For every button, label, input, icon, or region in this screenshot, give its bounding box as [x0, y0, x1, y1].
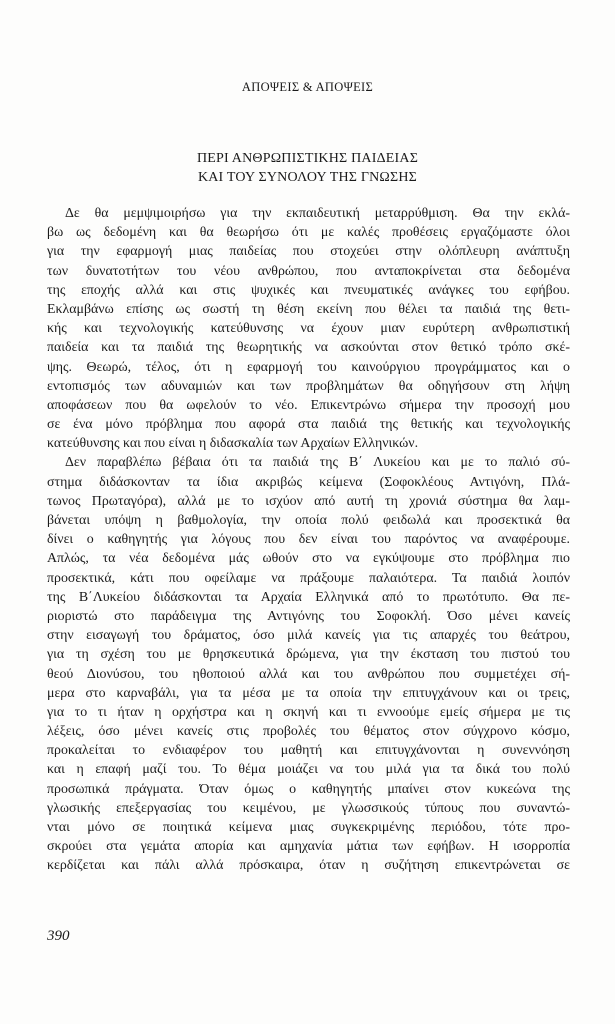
text-line: εντοπισμός των αδυναμιών και των προβλημάτων θα οδηγήσουν στη λήψη: [47, 378, 570, 394]
text-line: ψης. Θεωρώ, τέλος, ότι η εφαρμογή του καινούργιου προγράμματος και ο: [47, 359, 570, 375]
text-line: της εποχής αλλά και στις ψυχικές και πνευματικές ανάγκες του εφήβου.: [47, 282, 570, 298]
text-line: κερδίζεται και πάλι αλλά πρόσκαιρα, όταν η συζήτηση επικεντρώνεται σε: [47, 858, 570, 874]
text-line: στην εισαγωγή του δράματος, όσο μιλά κανείς για τις απαρχές του θεάτρου,: [47, 628, 570, 644]
text-line: για τη σχέση του με θρησκευτικά δρώμενα, για την έκσταση του πιστού του: [47, 647, 570, 663]
text-line: βω ως δεδομένη και θα θεωρήσω ότι με καλές προθέσεις εργαζόμαστε όλοι: [47, 225, 570, 241]
text-line: για το τι ήταν η ορχήστρα και η σκηνή και τι εννοούμε εμείς σήμερα με τις: [47, 704, 570, 720]
text-line: παιδεία και τα παιδιά της θεωρητικής να ασκούνται στον θετικό τρόπο σκέ-: [47, 340, 570, 356]
text-line: των δυνατοτήτων του νέου ανθρώπου, που ανταποκρίνεται στα δεδομένα: [47, 263, 570, 279]
text-line: προκαλείται το ενδιαφέρον του μαθητή και επιτυγχάνονται η συνεννόηση: [47, 743, 570, 759]
text-line: για την εφαρμογή μιας παιδείας που στοχεύει στην ολόπλευρη ανάπτυξη: [47, 244, 570, 260]
text-line: προσωπικά πράγματα. Όταν όμως ο καθηγητής μπαίνει στον κυκεώνα της: [47, 781, 570, 797]
body-text: [47, 204, 570, 876]
text-line: βάνεται υπόψη η βαθμολογία, την οποία πολύ φειδωλά και προσεκτικά θα: [47, 513, 570, 528]
text-line: Απλώς, τα νέα δεδομένα μάς ωθούν στο να εγκύψουμε στο πρόβλημα πιο: [47, 551, 570, 567]
page-number: 390: [47, 928, 70, 944]
text-line: τωνος Πρωταγόρα), αλλά με το ισχύον από αυτή τη χρονιά σύστημα θα λαμ-: [47, 493, 570, 509]
title-line-2: ΚΑΙ ΤΟΥ ΣΥΝΟΛΟΥ ΤΗΣ ΓΝΩΣΗΣ: [197, 170, 418, 185]
text-line: γλωσικής επεξεργασίας του κειμένου, με γλωσσικούς τύπους που συναντώ-: [47, 800, 570, 816]
text-line: σε ένα μόνο πρόβλημα που αφορά στα παιδιά της θετικής και τεχνολογικής: [47, 417, 570, 433]
text-line: της Β΄Λυκείου διδάσκονται τα Αρχαία Ελληνικά από το πρωτότυπο. Θα πε-: [47, 589, 570, 605]
text-line: νται μόνο σε ποιητικά κείμενα μιας συγκεκριμένης περιόδου, τότε προ-: [47, 820, 570, 835]
text-line: κατεύθυνσης και που είναι η διδασκαλία των Αρχαίων Ελληνικών.: [47, 436, 419, 452]
text-line: κής και τεχνολογικής κατεύθυνσης να έχουν μιαν ευρύτερη ανθρωπιστική: [47, 321, 570, 337]
text-line: προσεκτικά, κάτι που οφείλαμε να πράξουμε παλαιότερα. Τα παιδιά λοιπόν: [47, 570, 570, 586]
text-line: αποφάσεων που θα ωφελούν το νέο. Επικεντρώνω σήμερα την προσοχή μου: [47, 397, 570, 413]
text-line: και η επαφή μαζί του. Το θέμα μοιάζει να του μιλά για τα δικά του πολύ: [47, 762, 570, 778]
text-line: Δεν παραβλέπω βέβαια ότι τα παιδιά της Β΄ Λυκείου και με το παλιό σύ-: [65, 455, 570, 471]
text-line: θεού Διονύσου, του ηθοποιού αλλά και του ανθρώπου που συμμετέχει σή-: [47, 666, 570, 682]
text-line: δίνει ο καθηγητής για λόγους που δεν είναι του παρόντος να αναφέρουμε.: [47, 532, 570, 548]
text-line: ριοριστώ στο παράδειγμα της Αντιγόνης του Σοφοκλή. Όσο μένει κανείς: [47, 608, 570, 624]
text-line: μερα στο καρναβάλι, για τα μέσα με τα οποία την επιτυγχάνουν και οι τρεις,: [47, 685, 570, 701]
text-line: Εκλαμβάνω επίσης ως σωστή τη θέση εκείνη που θέλει τα παιδιά της θετι-: [47, 301, 570, 317]
title-line-1: ΠΕΡΙ ΑΝΘΡΩΠΙΣΤΙΚΗΣ ΠΑΙΔΕΙΑΣ: [196, 151, 419, 166]
article-title: [0, 149, 615, 187]
running-head: ΑΠΟΨΕΙΣ & ΑΠΟΨΕΙΣ: [241, 80, 374, 94]
text-line: λέξεις, όσο μένει κανείς στις προβολές του θέματος στον σύγχρονο κόσμο,: [47, 724, 570, 740]
text-line: σκρούει στα γεμάτα απορία και αμηχανία μάτια των εφήβων. Η ισορροπία: [47, 839, 570, 855]
text-line: Δε θα μεμψιμοιρήσω για την εκπαιδευτική μεταρρύθμιση. Θα την εκλά-: [65, 206, 570, 221]
text-line: στημα διδάσκονταν τα ίδια ακριβώς κείμενα (Σοφοκλέους Αντιγόνη, Πλά-: [47, 474, 570, 490]
